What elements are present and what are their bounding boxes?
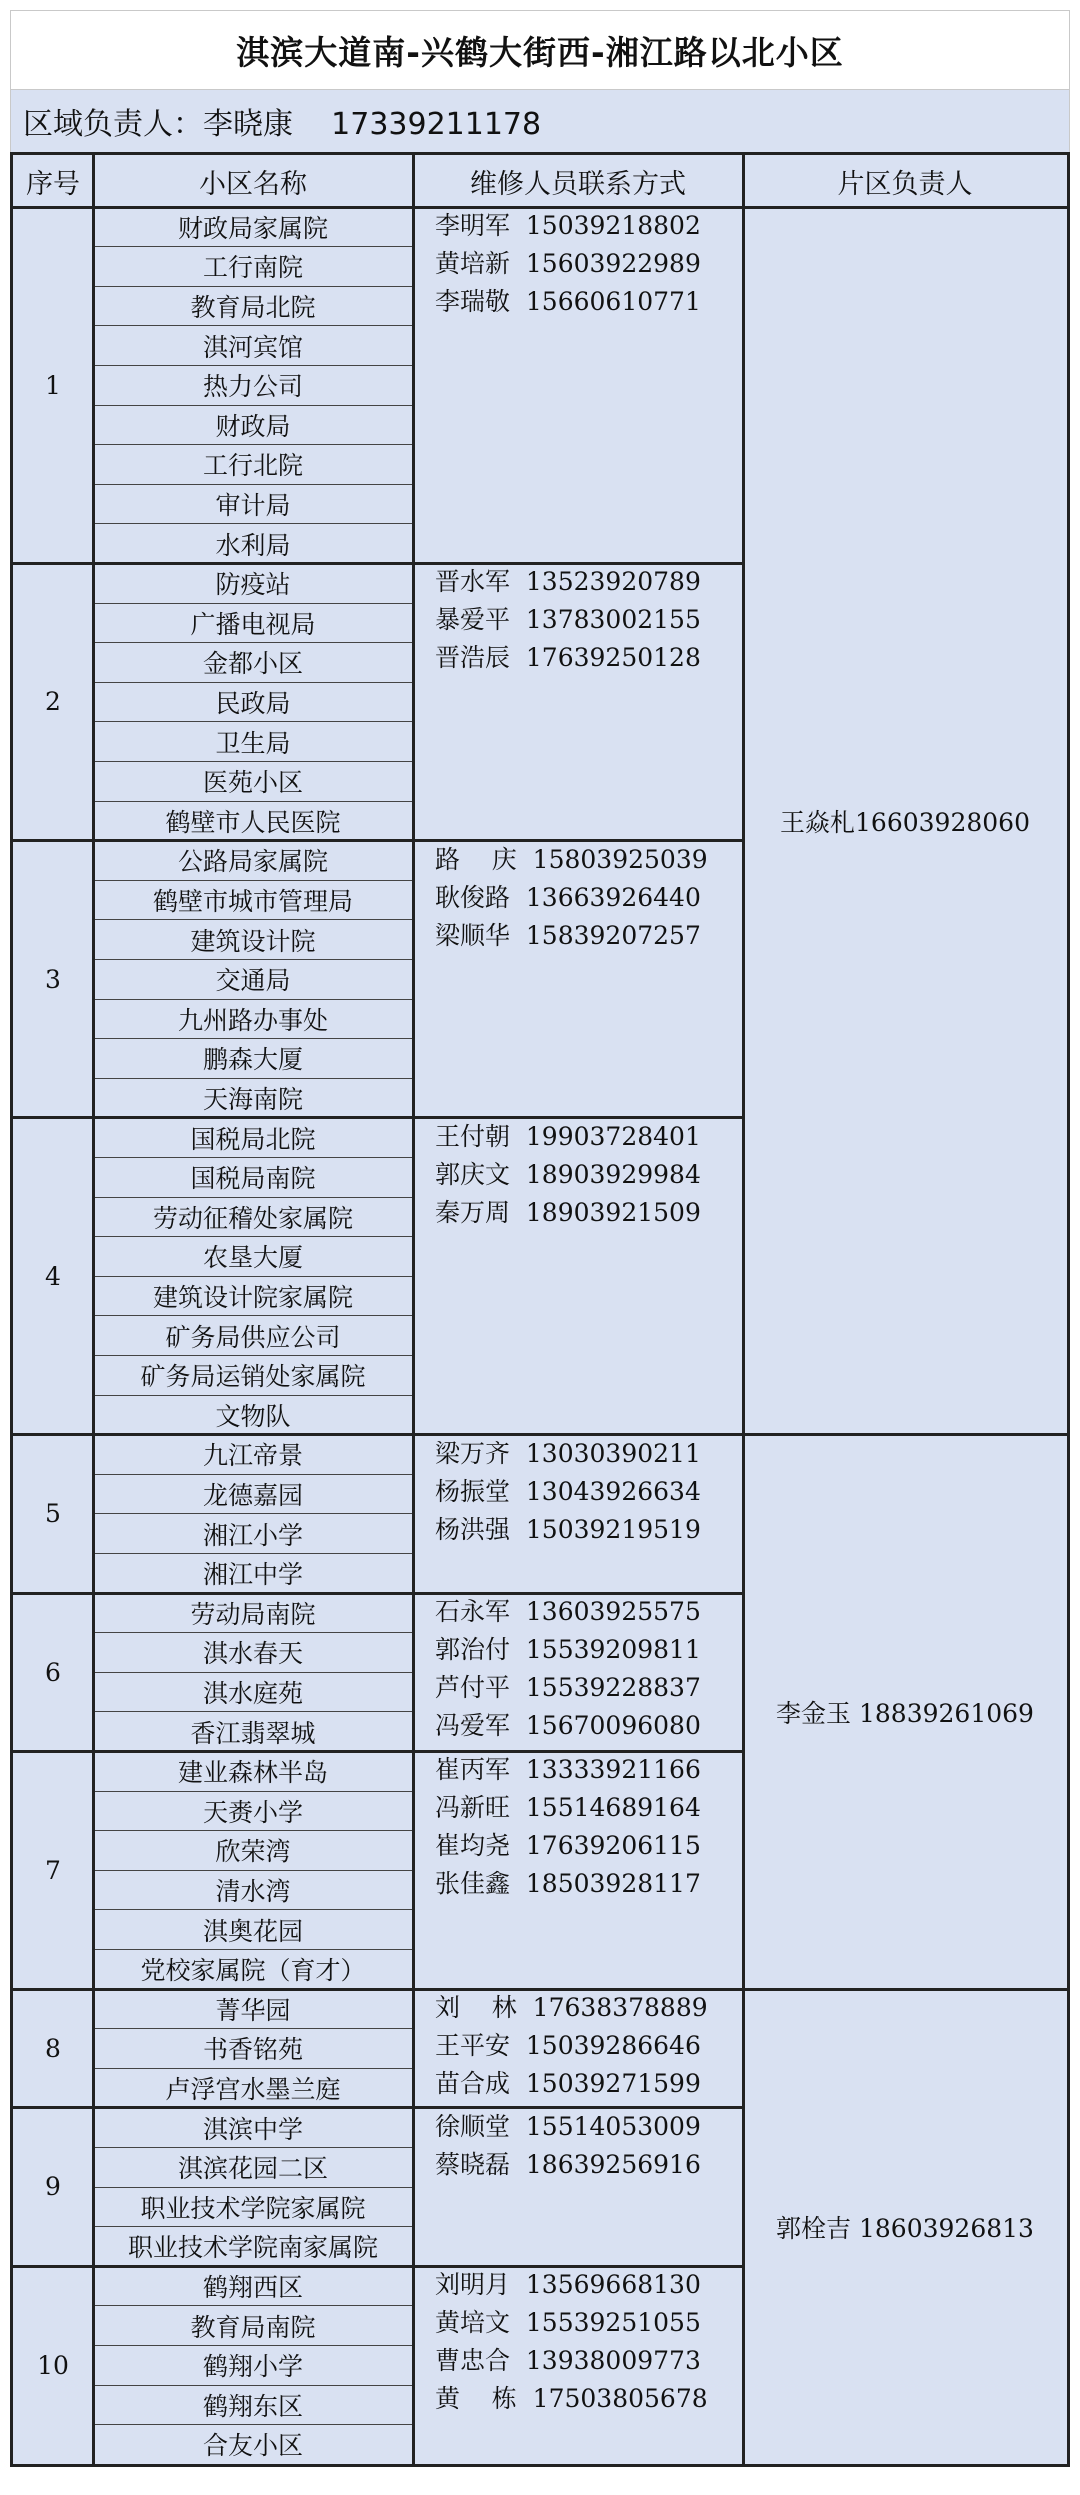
community-divider bbox=[93, 2226, 413, 2227]
community-name: 淇水春天 bbox=[202, 1639, 303, 1669]
staff-contact: 杨振堂 13043926634 bbox=[435, 1476, 701, 1506]
staff-contact: 崔均尧 17639206115 bbox=[435, 1831, 701, 1861]
community-name: 建筑设计院家属院 bbox=[152, 1282, 353, 1312]
group-number: 7 bbox=[45, 1855, 61, 1885]
group-number: 4 bbox=[45, 1261, 61, 1291]
staff-contact: 李明军 15039218802 bbox=[435, 211, 701, 240]
community-divider bbox=[93, 1949, 413, 1950]
community-name: 职业技术学院家属院 bbox=[140, 2193, 366, 2223]
community-name: 鹤翔西区 bbox=[202, 2272, 303, 2302]
community-divider bbox=[93, 1553, 413, 1554]
community-name: 卢浮宫水墨兰庭 bbox=[165, 2074, 341, 2104]
header-2: 小区名称 bbox=[199, 168, 307, 200]
community-divider bbox=[93, 1276, 413, 1277]
community-divider bbox=[93, 1830, 413, 1831]
community-name: 湘江中学 bbox=[202, 1560, 303, 1590]
community-divider bbox=[93, 484, 413, 485]
staff-contact: 梁万齐 13030390211 bbox=[435, 1438, 701, 1468]
maintenance-contacts bbox=[413, 2266, 743, 2464]
community-name: 鹤翔小学 bbox=[202, 2352, 303, 2382]
area-leader: 王焱札16603928060 bbox=[780, 807, 1030, 837]
maintenance-contacts bbox=[413, 207, 743, 563]
community-name: 劳动征稽处家属院 bbox=[152, 1203, 353, 1233]
community-divider bbox=[93, 1038, 413, 1039]
community-divider bbox=[93, 2305, 413, 2306]
sheet bbox=[10, 10, 1070, 2467]
community-divider bbox=[93, 1672, 413, 1673]
community-divider bbox=[93, 405, 413, 406]
community-divider bbox=[93, 1197, 413, 1198]
community-name: 矿务局供应公司 bbox=[165, 1322, 341, 1352]
community-name: 菁华园 bbox=[215, 1995, 291, 2025]
community-divider bbox=[93, 365, 413, 366]
community-divider bbox=[93, 2068, 413, 2069]
header-1: 序号 bbox=[26, 168, 80, 200]
community-divider bbox=[93, 1157, 413, 1158]
staff-contact: 杨洪强 15039219519 bbox=[435, 1514, 701, 1544]
community-divider bbox=[93, 919, 413, 920]
staff-contact: 张佳鑫 18503928117 bbox=[435, 1869, 701, 1899]
staff-contact: 苗合成 15039271599 bbox=[435, 2069, 701, 2098]
group-number: 2 bbox=[45, 687, 61, 717]
community-name: 淇奥花园 bbox=[202, 1916, 303, 1946]
community-name: 淇滨中学 bbox=[202, 2114, 303, 2144]
community-name: 国税局南院 bbox=[190, 1164, 316, 1194]
region-leader-text: 区域负责人：李晓康 17339211178 bbox=[23, 107, 542, 142]
community-divider bbox=[93, 1909, 413, 1910]
community-divider bbox=[93, 642, 413, 643]
community-name: 书香铭苑 bbox=[202, 2035, 303, 2065]
region-leader bbox=[10, 90, 1070, 152]
community-divider bbox=[93, 325, 413, 326]
community-name: 教育局南院 bbox=[190, 2312, 316, 2342]
community-divider bbox=[93, 1513, 413, 1514]
community-name: 工行南院 bbox=[202, 253, 303, 283]
community-name: 文物队 bbox=[215, 1401, 291, 1431]
group-number: 8 bbox=[45, 2033, 61, 2063]
community-divider bbox=[93, 1870, 413, 1871]
community-divider bbox=[93, 2187, 413, 2188]
community-divider bbox=[93, 2147, 413, 2148]
staff-contact: 徐顺堂 15514053009 bbox=[435, 2111, 701, 2141]
community-divider bbox=[93, 1355, 413, 1356]
staff-contact: 黄培文 15539251055 bbox=[435, 2308, 701, 2338]
group-number: 1 bbox=[45, 370, 61, 400]
community-name: 财政局 bbox=[215, 411, 291, 441]
community-name: 公路局家属院 bbox=[177, 847, 328, 877]
staff-contact: 芦付平 15539228837 bbox=[435, 1673, 701, 1702]
community-divider bbox=[93, 721, 413, 722]
community-divider bbox=[93, 523, 413, 524]
area-leader: 李金玉 18839261069 bbox=[776, 1698, 1034, 1728]
community-divider bbox=[93, 1711, 413, 1712]
contact-table bbox=[10, 152, 1070, 2467]
community-name: 工行北院 bbox=[202, 451, 303, 481]
maintenance-contacts bbox=[413, 1435, 743, 1593]
staff-contact: 李瑞敬 15660610771 bbox=[435, 287, 701, 316]
community-name: 天海南院 bbox=[202, 1084, 303, 1114]
page-title: 淇滨大道南-兴鹤大街西-湘江路以北小区 bbox=[10, 10, 1070, 90]
staff-contact: 黄 栋 17503805678 bbox=[435, 2384, 708, 2414]
community-name: 合友小区 bbox=[202, 2431, 303, 2461]
staff-contact: 蔡晓磊 18639256916 bbox=[435, 2149, 701, 2179]
community-name: 九州路办事处 bbox=[177, 1005, 328, 1035]
header-4: 片区负责人 bbox=[837, 168, 973, 200]
community-name: 香江翡翠城 bbox=[190, 1718, 316, 1748]
staff-contact: 路 庆 15803925039 bbox=[435, 844, 708, 874]
group-number: 5 bbox=[45, 1499, 61, 1529]
community-name: 九江帝景 bbox=[202, 1441, 303, 1471]
community-name: 矿务局运销处家属院 bbox=[140, 1362, 366, 1392]
community-divider bbox=[93, 1395, 413, 1396]
community-divider bbox=[93, 246, 413, 247]
community-name: 清水湾 bbox=[215, 1876, 291, 1906]
community-name: 欣荣湾 bbox=[215, 1837, 291, 1867]
community-name: 交通局 bbox=[215, 966, 291, 996]
column-divider-3 bbox=[742, 155, 745, 2464]
community-name: 教育局北院 bbox=[190, 292, 316, 322]
maintenance-contacts bbox=[413, 841, 743, 1118]
staff-contact: 崔丙军 13333921166 bbox=[435, 1755, 701, 1785]
staff-contact: 晋浩辰 17639250128 bbox=[435, 643, 701, 673]
community-name: 龙德嘉园 bbox=[202, 1480, 303, 1510]
staff-contact: 曹忠合 13938009773 bbox=[435, 2346, 701, 2376]
community-name: 防疫站 bbox=[215, 570, 291, 600]
community-name: 湘江小学 bbox=[202, 1520, 303, 1550]
community-name: 水利局 bbox=[215, 530, 291, 560]
community-name: 天赉小学 bbox=[202, 1797, 303, 1827]
community-divider bbox=[93, 999, 413, 1000]
community-name: 淇滨花园二区 bbox=[177, 2154, 328, 2184]
community-name: 审计局 bbox=[215, 490, 291, 520]
community-divider bbox=[93, 2028, 413, 2029]
community-name: 医苑小区 bbox=[202, 768, 303, 798]
community-divider bbox=[93, 444, 413, 445]
community-divider bbox=[93, 1078, 413, 1079]
group-number: 9 bbox=[45, 2172, 61, 2202]
community-divider bbox=[93, 801, 413, 802]
staff-contact: 郭庆文 18903929984 bbox=[435, 1159, 701, 1189]
community-divider bbox=[93, 2345, 413, 2346]
community-divider bbox=[93, 880, 413, 881]
area-leader: 郭栓吉 18603926813 bbox=[776, 2213, 1034, 2243]
community-name: 建筑设计院 bbox=[190, 926, 316, 956]
community-name: 鹏森大厦 bbox=[202, 1045, 303, 1075]
community-divider bbox=[93, 682, 413, 683]
community-divider bbox=[93, 1474, 413, 1475]
community-name: 淇水庭苑 bbox=[202, 1678, 303, 1708]
community-name: 财政局家属院 bbox=[177, 213, 328, 243]
group-number: 10 bbox=[37, 2350, 69, 2380]
staff-contact: 冯爱军 15670096080 bbox=[435, 1711, 701, 1740]
community-name: 劳动局南院 bbox=[190, 1599, 316, 1629]
column-divider-2 bbox=[412, 155, 415, 2464]
staff-contact: 晋水军 13523920789 bbox=[435, 567, 701, 597]
community-divider bbox=[93, 1632, 413, 1633]
staff-contact: 耿俊路 13663926440 bbox=[435, 882, 701, 912]
community-name: 淇河宾馆 bbox=[202, 332, 303, 362]
maintenance-contacts bbox=[413, 563, 743, 840]
community-name: 卫生局 bbox=[215, 728, 291, 758]
staff-contact: 石永军 13603925575 bbox=[435, 1597, 701, 1626]
staff-contact: 郭治付 15539209811 bbox=[435, 1635, 701, 1664]
community-divider bbox=[93, 959, 413, 960]
staff-contact: 秦万周 18903921509 bbox=[435, 1197, 701, 1227]
community-divider bbox=[93, 2385, 413, 2386]
column-divider-1 bbox=[92, 155, 95, 2464]
community-name: 民政局 bbox=[215, 688, 291, 718]
staff-contact: 王平安 15039286646 bbox=[435, 2031, 701, 2060]
community-divider bbox=[93, 1315, 413, 1316]
community-name: 广播电视局 bbox=[190, 609, 316, 639]
group-number: 6 bbox=[45, 1657, 61, 1687]
staff-contact: 梁顺华 15839207257 bbox=[435, 920, 701, 950]
community-divider bbox=[93, 2424, 413, 2425]
community-name: 热力公司 bbox=[202, 372, 303, 402]
staff-contact: 刘明月 13569668130 bbox=[435, 2270, 701, 2300]
header-3: 维修人员联系方式 bbox=[470, 168, 686, 200]
community-divider bbox=[93, 1236, 413, 1237]
community-divider bbox=[93, 761, 413, 762]
maintenance-contacts bbox=[413, 1751, 743, 1989]
community-name: 鹤壁市城市管理局 bbox=[152, 886, 353, 916]
maintenance-contacts bbox=[413, 1989, 743, 2108]
maintenance-contacts bbox=[413, 1593, 743, 1751]
staff-contact: 刘 林 17638378889 bbox=[435, 1993, 708, 2022]
staff-contact: 暴爱平 13783002155 bbox=[435, 605, 701, 635]
staff-contact: 王付朝 19903728401 bbox=[435, 1121, 701, 1151]
maintenance-contacts bbox=[413, 2108, 743, 2266]
community-name: 建业森林半岛 bbox=[177, 1758, 328, 1788]
community-name: 农垦大厦 bbox=[202, 1243, 303, 1273]
community-divider bbox=[93, 286, 413, 287]
community-name: 职业技术学院南家属院 bbox=[127, 2233, 378, 2263]
community-divider bbox=[93, 603, 413, 604]
community-name: 党校家属院（育才） bbox=[140, 1956, 366, 1986]
community-divider bbox=[93, 1791, 413, 1792]
community-name: 鹤壁市人民医院 bbox=[165, 807, 341, 837]
staff-contact: 黄培新 15603922989 bbox=[435, 249, 701, 278]
maintenance-contacts bbox=[413, 1118, 743, 1435]
staff-contact: 冯新旺 15514689164 bbox=[435, 1793, 701, 1823]
community-name: 鹤翔东区 bbox=[202, 2391, 303, 2421]
group-number: 3 bbox=[45, 964, 61, 994]
community-name: 国税局北院 bbox=[190, 1124, 316, 1154]
community-name: 金都小区 bbox=[202, 649, 303, 679]
